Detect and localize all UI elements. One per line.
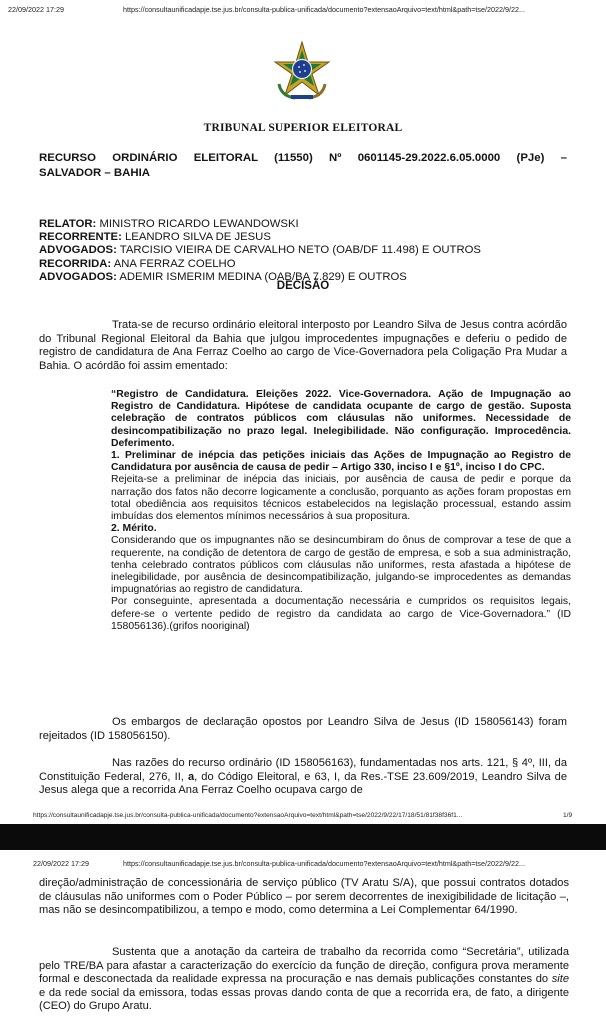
party-relator: RELATOR: MINISTRO RICARDO LEWANDOWSKI (39, 218, 299, 230)
decision-title: DECISÃO (276, 280, 330, 292)
print-footer-url[interactable]: https://consultaunificadapje.tse.jus.br/consulta-publica-unificada/documento?extensaoArquivo=text/html&path=tse/2022/9/22/17/18/51/81f38f36f1... (33, 812, 463, 819)
ementa-item-2-text: Considerando que os impugnantes não se desincumbiram do ônus de comprovar a tese de que a requerente, na condição de detentora de cargo de gestão de empresa, e sob a sua administração, tenha celebrado contratos públicos com cláusulas não uniformes, resta afastada a hipótese de inelegibilidade, por ausência de desincompatibilização, julgando-se improcedentes as demandas impugnatórias ao registro de candidatura. (111, 535, 571, 596)
continuation-paragraph: direção/administração de concessionária de serviço público (TV Aratu S/A), que possui contratos dotados de cláusulas não uniformes com o Poder Público – por serem decorrentes de inexigibilidade de licitação –, mas não se desincompatibilizou, a tempo e modo, como determina a Lei Complementar 64/1990. (39, 877, 569, 917)
case-title-line-2: SALVADOR – BAHIA (39, 167, 150, 179)
ementa-summary: “Registro de Candidatura. Eleições 2022. Vice-Governadora. Ação de Impugnação ao Registro de Candidatura. Hipótese de candidata ocupante de cargo de gestão. Suposta celebração de contratos públicos com cláusulas não uniformes. Necessidade de desincompatibilização no prazo legal. Inelegibilidade. Não configuração. Improcedência. Deferimento. (111, 389, 571, 449)
print-header-url-2[interactable]: https://consultaunificadapje.tse.jus.br/consulta-publica-unificada/documento?extensaoArquivo=text/html&path=tse/2022/9/22... (123, 859, 525, 868)
sustenta-paragraph: Sustenta que a anotação da carteira de trabalho da recorrida como “Secretária”, utilizada pelo TRE/BA para afastar a caracterização do exercício da função de direção, configura prova meramente formal e desconectada da realidade expressa na procuração e nas demais publicações constantes do site e da rede social da emissora, todas essas provas dando conta de que a recorrida era, de fato, a dirigente (CEO) do Grupo Aratu. (39, 946, 569, 1013)
tribunal-heading: TRIBUNAL SUPERIOR ELEITORAL (203, 122, 403, 134)
parties-list (39, 218, 579, 284)
party-recorrida: RECORRIDA: ANA FERRAZ COELHO (39, 257, 236, 270)
ementa-block (111, 389, 571, 633)
party-advogados-recorrente: ADVOGADOS: TARCISIO VIEIRA DE CARVALHO NETO (OAB/DF 11.498) E OUTROS (39, 244, 481, 257)
print-header-datetime-2: 22/09/2022 17:29 (33, 859, 89, 868)
ementa-item-1-heading: 1. Preliminar de inépcia das petições iniciais das Ações de Impugnação ao Registro de Candidatura por ausência de causa de pedir – Artigo 330, inciso I e §1º, inciso I do CPC. (111, 450, 571, 474)
print-header-url[interactable]: https://consultaunificadapje.tse.jus.br/consulta-publica-unificada/documento?extensaoArquivo=text/html&path=tse/2022/9/22... (123, 5, 525, 14)
page-gap (0, 824, 606, 850)
print-header-datetime: 22/09/2022 17:29 (8, 5, 64, 14)
embargos-paragraph: Os embargos de declaração opostos por Leandro Silva de Jesus (ID 158056143) foram rejeitados (ID 158056150). (39, 716, 567, 742)
ementa-item-2-heading: 2. Mérito. (111, 523, 157, 535)
ementa-item-1-text: Rejeita-se a preliminar de inépcia das iniciais, por ausência de causa de pedir e porque da narração dos fatos não decorre logicamente a conclusão, porquanto as ações foram propostas em total obediência aos requisitos técnicos estabelecidos na legislação processual, estando assim imbuídas dos elementos mínimos necessários à sua propositura. (111, 474, 571, 523)
case-title-line-1: RECURSO ORDINÁRIO ELEITORAL (11550) Nº 0601145-29.2022.6.05.0000 (PJe) – (39, 152, 567, 164)
party-advogados-recorrida: ADVOGADOS: ADEMIR ISMERIM MEDINA (OAB/BA 7.829) E OUTROS (39, 270, 407, 283)
intro-paragraph: Trata-se de recurso ordinário eleitoral interposto por Leandro Silva de Jesus contra acórdão do Tribunal Regional Eleitoral da Bahia que julgou improcedentes impugnações e deferiu o pedido de registro de candidatura de Ana Ferraz Coelho ao cargo de Vice-Governadora pela Coligação Pra Mudar a Bahia. O acórdão foi assim ementado: (39, 319, 567, 372)
ementa-item-2-text-2: Por conseguinte, apresentada a documentação necessária e cumpridos os requisitos legais, defere-se o vertente pedido de registro da candidata ao cargo de Vice-Governadora.” (ID 158056136).(grifos nooriginal) (111, 596, 571, 632)
brazil-coat-of-arms-icon (271, 40, 333, 102)
razoes-paragraph: Nas razões do recurso ordinário (ID 158056163), fundamentadas nos arts. 121, § 4º, III, da Constituição Federal, 276, II, a, do Código Eleitoral, e 63, I, da Res.-TSE 23.609/2019, Leandro Silva de Jesus alega que a recorrida Ana Ferraz Coelho ocupava cargo de (39, 757, 567, 797)
party-recorrente: RECORRENTE: LEANDRO SILVA DE JESUS (39, 231, 271, 244)
print-footer-page: 1/9 (563, 812, 573, 819)
document-page-2 (0, 850, 606, 1024)
